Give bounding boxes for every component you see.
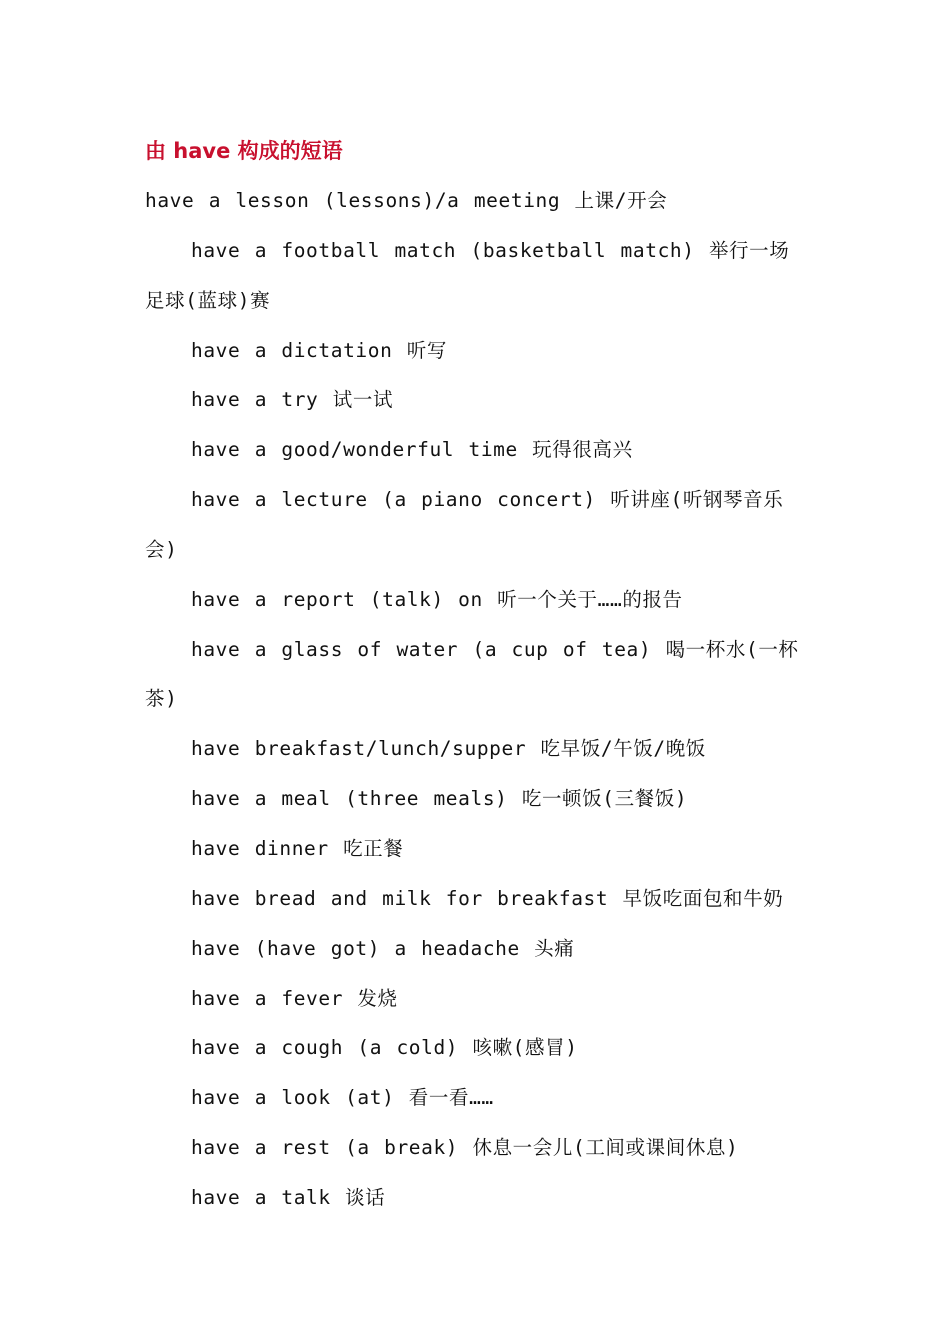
phrase-line: have a good/wonderful time 玩得很高兴 [191, 438, 633, 462]
phrase-line: have a talk 谈话 [191, 1185, 386, 1209]
phrase-line: have a cough (a cold) 咳嗽(感冒) [191, 1036, 578, 1060]
phrase-line: have a fever 发烧 [191, 986, 398, 1010]
phrase-line: have a lesson (lessons)/a meeting 上课/开会 [145, 189, 668, 212]
phrase-line: have a lecture (a piano concert) 听讲座(听钢琴音乐会) [145, 488, 784, 561]
phrase-line: have breakfast/lunch/supper 吃早饭/午饭/晚饭 [191, 737, 706, 761]
phrase-line: have a glass of water (a cup of tea) 喝一杯水(一杯茶) [145, 637, 799, 711]
phrase-line: have a meal (three meals) 吃一顿饭(三餐饭) [191, 787, 688, 811]
phrase-line: have bread and milk for breakfast 早饭吃面包和牛奶 [191, 886, 784, 910]
document-title: 由 have 构成的短语 [145, 139, 343, 163]
phrase-line: have a look (at) 看一看…… [191, 1086, 494, 1110]
document-body [145, 126, 805, 1223]
phrase-line: have a rest (a break) 休息一会儿(工间或课间休息) [191, 1136, 739, 1160]
phrase-line: have (have got) a headache 头痛 [191, 936, 575, 960]
phrase-line: have a report (talk) on 听一个关于……的报告 [191, 587, 683, 611]
phrase-line: have a try 试一试 [191, 388, 394, 412]
phrase-line: have dinner 吃正餐 [191, 836, 404, 860]
phrase-line: have a football match (basketball match) 举行一场足球(蓝球)赛 [145, 238, 790, 312]
phrase-line: have a dictation 听写 [191, 338, 447, 362]
